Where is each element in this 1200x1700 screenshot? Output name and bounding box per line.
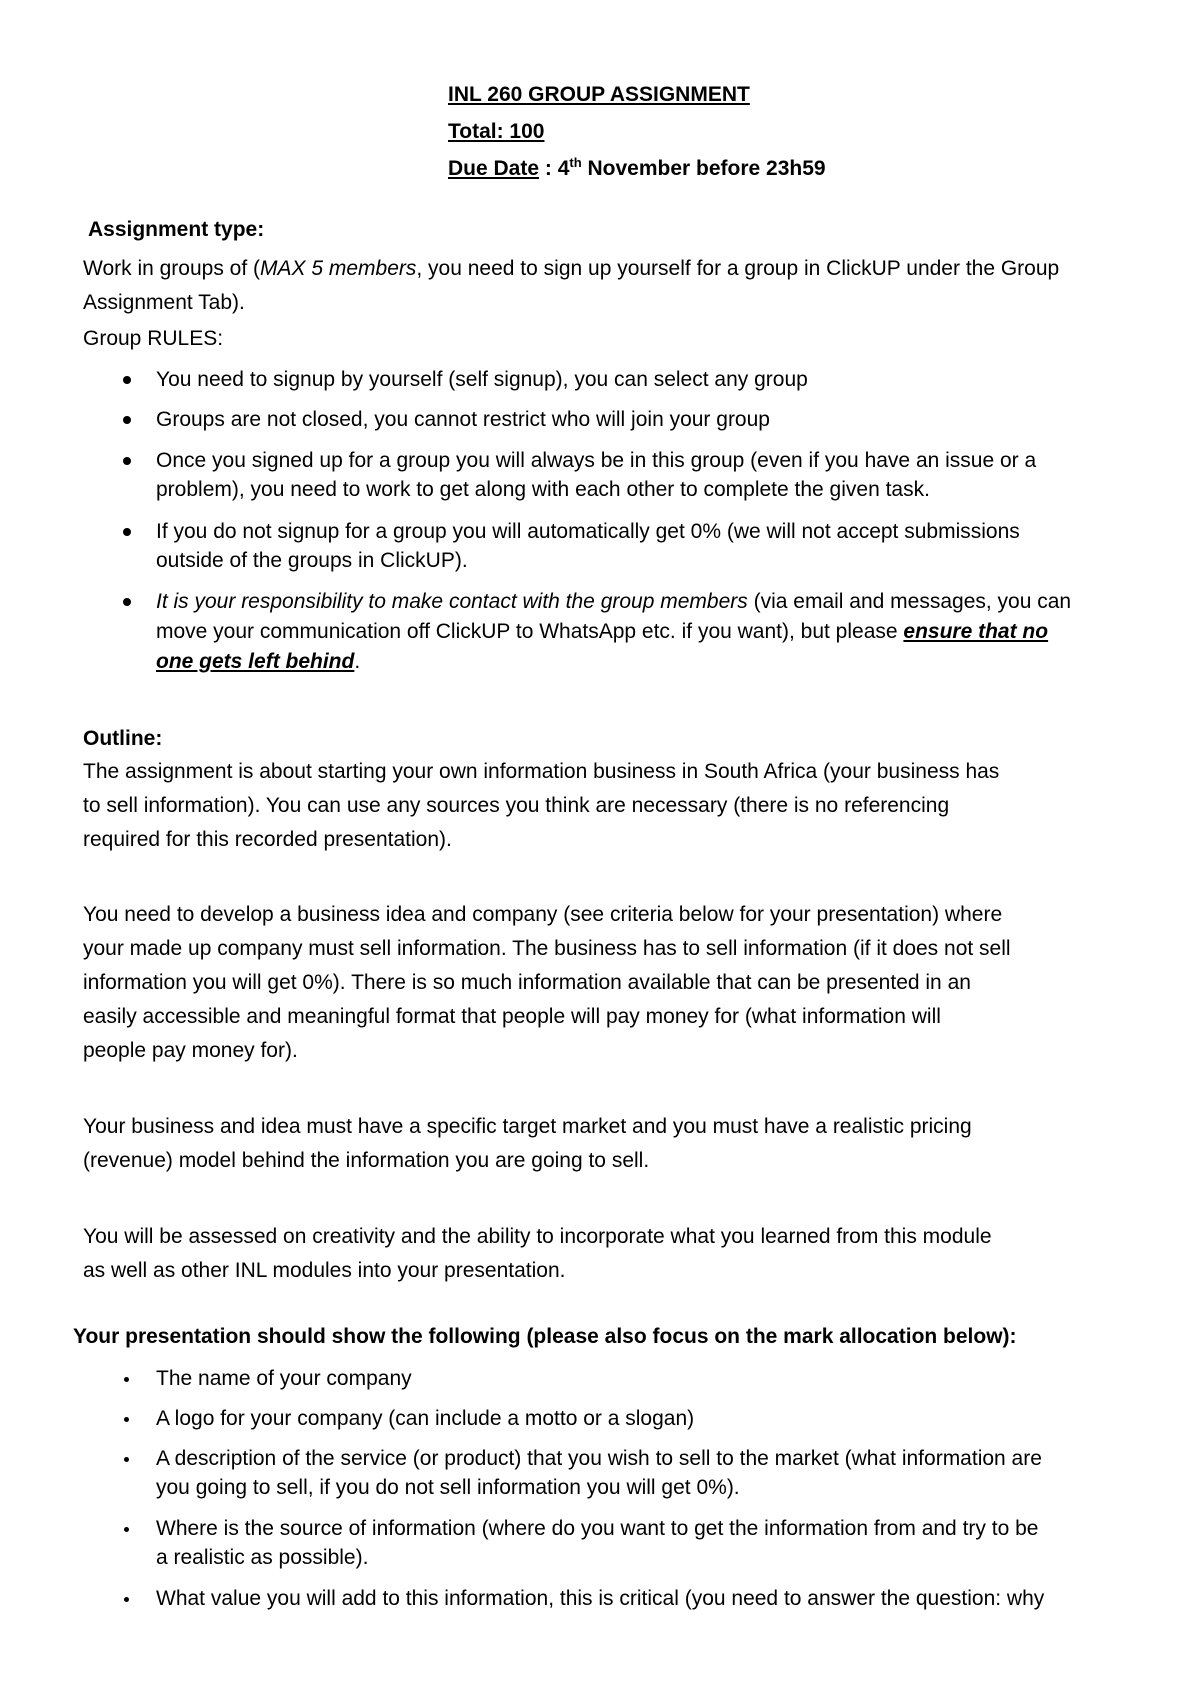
assignment-type-line-1 bbox=[83, 252, 1059, 286]
outline-p4-line: You will be assessed on creativity and the ability to incorporate what you learned from this module bbox=[83, 1225, 992, 1248]
due-date-label: Due Date bbox=[448, 157, 540, 180]
line1-pre: Work in groups of ( bbox=[83, 257, 261, 280]
outline-p2-line: your made up company must sell information. The business has to sell information (if it does not sell bbox=[83, 937, 1011, 960]
line1-post: , you need to sign up yourself for a group in ClickUP under the Group bbox=[416, 257, 1060, 280]
bullet-dot bbox=[124, 1417, 129, 1422]
presentation-item: What value you will add to this information, this is critical (you need to answer the question: why bbox=[156, 1587, 1045, 1610]
total-marks: Total: 100 bbox=[448, 120, 545, 143]
rule-item-5-line-3 bbox=[156, 645, 360, 679]
rule-item-1: You need to signup by yourself (self signup), you can select any group bbox=[156, 368, 808, 391]
outline-p1-line: The assignment is about starting your own information business in South Africa (your business has bbox=[83, 760, 1000, 783]
due-date-sup: th bbox=[569, 155, 582, 170]
bullet-dot bbox=[123, 528, 131, 536]
assignment-type-line-2: Assignment Tab). bbox=[83, 291, 245, 314]
rule-item-3-line-2: problem), you need to work to get along with each other to complete the given task. bbox=[156, 478, 930, 501]
bullet-dot bbox=[123, 457, 131, 465]
presentation-item-continued: a realistic as possible). bbox=[156, 1546, 369, 1569]
rule-item-5-line-2 bbox=[156, 615, 1048, 649]
rule-5-line-2-emph: ensure that no bbox=[903, 620, 1049, 643]
outline-p3-line: (revenue) model behind the information you are going to sell. bbox=[83, 1149, 650, 1172]
group-rules-label: Group RULES: bbox=[83, 327, 224, 350]
presentation-item: A logo for your company (can include a motto or a slogan) bbox=[156, 1407, 695, 1430]
outline-p2-line: You need to develop a business idea and company (see criteria below for your presentation) where bbox=[83, 903, 1003, 926]
rule-item-3-line-1: Once you signed up for a group you will always be in this group (even if you have an issue or a bbox=[156, 449, 1037, 472]
rule-5-line-3-end: . bbox=[354, 650, 361, 673]
outline-p1-line: required for this recorded presentation). bbox=[83, 828, 452, 851]
outline-p2-line: easily accessible and meaningful format that people will pay money for (what information will bbox=[83, 1005, 941, 1028]
bullet-dot bbox=[124, 1377, 129, 1382]
outline-p2-line: people pay money for). bbox=[83, 1039, 298, 1062]
bullet-dot bbox=[123, 598, 131, 606]
presentation-item-continued: you going to sell, if you do not sell information you will get 0%). bbox=[156, 1476, 740, 1499]
bullet-dot bbox=[124, 1597, 129, 1602]
outline-p2-line: information you will get 0%). There is so much information available that can be presented in an bbox=[83, 971, 971, 994]
presentation-item: A description of the service (or product) that you wish to sell to the market (what information are bbox=[156, 1447, 1042, 1470]
rule-item-4-line-2: outside of the groups in ClickUP). bbox=[156, 549, 468, 572]
assignment-type-heading: Assignment type: bbox=[88, 218, 265, 241]
outline-p1-line: to sell information). You can use any sources you think are necessary (there is no referencing bbox=[83, 794, 950, 817]
outline-heading: Outline: bbox=[83, 727, 163, 750]
presentation-item: The name of your company bbox=[156, 1367, 412, 1390]
rule-item-5-line-1 bbox=[156, 585, 1071, 619]
document-title: INL 260 GROUP ASSIGNMENT bbox=[448, 83, 750, 106]
rule-5-rest: (via email and messages, you can bbox=[747, 590, 1072, 613]
presentation-item: Where is the source of information (where do you want to get the information from and try to be bbox=[156, 1517, 1039, 1540]
rule-5-line-2-pre: move your communication off ClickUP to WhatsApp etc. if you want), but please bbox=[156, 620, 904, 643]
bullet-dot bbox=[124, 1457, 129, 1462]
rule-item-2: Groups are not closed, you cannot restrict who will join your group bbox=[156, 408, 770, 431]
due-date-rest: November before 23h59 bbox=[581, 157, 826, 180]
outline-p4-line: as well as other INL modules into your presentation. bbox=[83, 1259, 566, 1282]
rule-5-emphasis: It is your responsibility to make contact with the group members bbox=[156, 590, 748, 613]
rule-item-4-line-1: If you do not signup for a group you will automatically get 0% (we will not accept submissions bbox=[156, 520, 1020, 543]
bullet-dot bbox=[123, 416, 131, 424]
bullet-dot bbox=[123, 376, 131, 384]
presentation-heading: Your presentation should show the following (please also focus on the mark allocation below): bbox=[73, 1325, 1017, 1348]
rule-5-line-3-emph: one gets left behind bbox=[156, 650, 355, 673]
due-date bbox=[448, 152, 826, 186]
bullet-dot bbox=[124, 1527, 129, 1532]
due-date-sep: : 4 bbox=[539, 157, 570, 180]
outline-p3-line: Your business and idea must have a specific target market and you must have a realistic pricing bbox=[83, 1115, 972, 1138]
line1-em: MAX 5 members bbox=[260, 257, 417, 280]
